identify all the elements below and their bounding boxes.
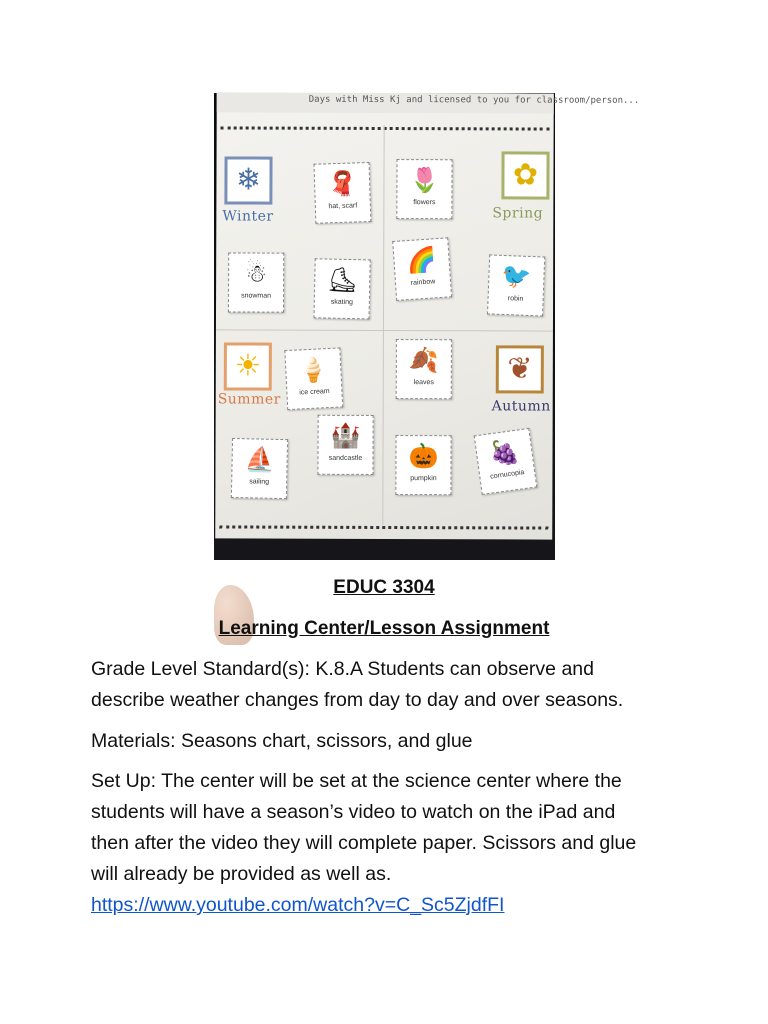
card-cornucopia: 🍇 cornucopia <box>474 428 538 495</box>
leaf-icon: ❦ <box>507 352 533 386</box>
sandcastle-icon: 🏰 <box>330 422 361 450</box>
snowflake-icon: ❄ <box>235 163 262 197</box>
spring-card <box>501 151 549 199</box>
card-snowman: ☃ snowman <box>228 252 284 312</box>
hat-scarf-icon: 🧣 <box>326 170 358 199</box>
card-sailing: ⛵ sailing <box>231 438 288 499</box>
set-up: Set Up: The center will be set at the science center where the students will have a season’s video to watch on the iPad and then after the video they will complete paper. Scissors and glue will already be provided as well as. https://www.youtube.com/watch?v=C_Sc5ZjdfFI <box>91 770 637 916</box>
card-rainbow: 🌈 rainbow <box>392 237 452 301</box>
flowers-icon: 🌷 <box>409 167 440 195</box>
card-pumpkin: 🎃 pumpkin <box>395 435 451 495</box>
seasons-chart-photo <box>214 93 640 560</box>
ice-cream-icon: 🍦 <box>297 356 329 385</box>
card-robin: 🐦 robin <box>487 254 545 316</box>
assignment-title: Learning Center/Lesson Assignment <box>218 618 550 639</box>
card-skating: ⛸ skating <box>313 258 370 319</box>
summer-label: Summer <box>217 391 281 408</box>
worksheet <box>215 92 640 539</box>
card-leaves: 🍂 leaves <box>396 339 452 399</box>
summer-card <box>224 342 272 390</box>
card-flowers: 🌷 flowers <box>396 159 452 219</box>
autumn-card <box>496 345 544 393</box>
youtube-link[interactable]: https://www.youtube.com/watch?v=C_Sc5ZjdfFI <box>91 894 505 916</box>
header-strip <box>217 92 640 113</box>
cornucopia-icon: 🍇 <box>487 437 521 469</box>
sun-icon: ☀ <box>234 349 262 383</box>
leaves-icon: 🍂 <box>408 347 439 375</box>
snowman-icon: ☃ <box>245 260 267 288</box>
grade-level-standard: Grade Level Standard(s): K.8.A Students can observe and describe weather changes from day to day and over seasons. <box>91 658 624 711</box>
winter-card <box>224 156 272 204</box>
card-sandcastle: 🏰 sandcastle <box>317 415 373 475</box>
winter-label: Winter <box>222 208 274 225</box>
header-strip-text: Days with Miss Kj and licensed to you for classroom/person... <box>308 94 640 106</box>
pumpkin-icon: 🎃 <box>408 443 439 471</box>
cut-line-bottom <box>219 525 548 529</box>
rainbow-icon: 🌈 <box>405 246 438 276</box>
skating-icon: ⛸ <box>326 266 358 295</box>
sailing-icon: ⛵ <box>244 446 275 474</box>
course-title: EDUC 3304 <box>333 577 435 598</box>
robin-icon: 🐦 <box>500 262 532 292</box>
cut-line-top <box>221 126 550 130</box>
flower-icon: ✿ <box>512 158 539 192</box>
card-hat-scarf: 🧣 hat, scarf <box>314 162 372 224</box>
materials: Materials: Seasons chart, scissors, and glue <box>91 730 473 752</box>
card-ice-cream: 🍦 ice cream <box>284 347 343 410</box>
quadrant-divider-vertical <box>382 125 384 525</box>
quadrant-divider-horizontal <box>216 329 553 331</box>
spring-label: Spring <box>492 205 544 222</box>
autumn-label: Autumn <box>491 398 551 415</box>
